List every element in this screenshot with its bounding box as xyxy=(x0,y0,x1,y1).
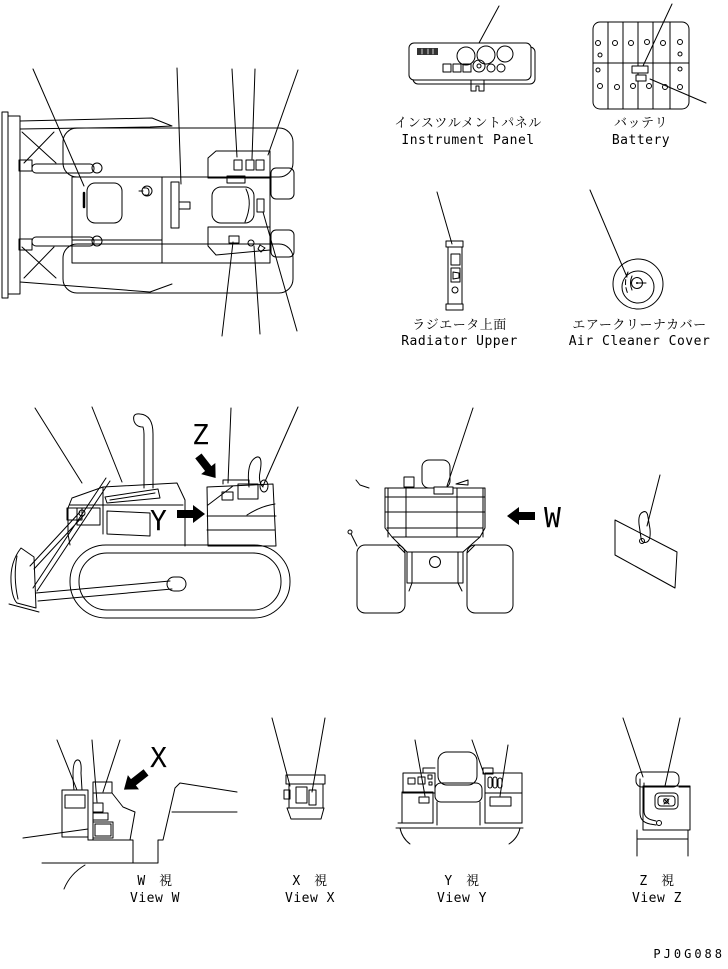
leader-lines xyxy=(643,4,706,103)
caption-view-w-jp: W 視 xyxy=(137,874,173,889)
view-y-arrow xyxy=(177,505,205,523)
leader-line xyxy=(447,408,473,486)
view-z-letter: Z xyxy=(192,418,209,451)
caption-view-x-en: View X xyxy=(285,891,335,906)
radiator-upper-drawing xyxy=(437,192,463,310)
instrument-panel-drawing xyxy=(409,6,535,91)
battery-drawing xyxy=(593,4,706,109)
leader-lines xyxy=(623,718,680,786)
mirror-plate-drawing xyxy=(615,475,677,588)
view-w-drawing xyxy=(23,740,237,889)
leader-line xyxy=(437,192,452,244)
view-z-drawing xyxy=(623,718,690,856)
panel-logo xyxy=(417,48,438,55)
battery-caps xyxy=(596,40,683,90)
view-y-drawing xyxy=(396,740,523,844)
leader-lines xyxy=(35,407,298,486)
caption-instrument-panel-en: Instrument Panel xyxy=(401,133,535,148)
caption-view-z-en: View Z xyxy=(632,891,682,906)
caption-radiator-upper-jp: ラジエータ上面 xyxy=(412,318,507,333)
rear-view-drawing xyxy=(348,408,535,613)
caption-radiator-upper-en: Radiator Upper xyxy=(401,334,518,349)
caption-view-z-jp: Z 視 xyxy=(639,874,675,889)
view-y-letter: Y xyxy=(150,504,167,537)
caption-air-cleaner-en: Air Cleaner Cover xyxy=(568,334,711,349)
view-x-arrow xyxy=(118,765,151,796)
view-x-drawing xyxy=(272,718,325,819)
figure-code: PJ0G088 xyxy=(653,947,725,961)
caption-view-w-en: View W xyxy=(130,891,180,906)
caption-instrument-panel-jp: インスツルメントパネル xyxy=(394,116,542,131)
caption-battery-en: Battery xyxy=(611,133,671,148)
air-cleaner-drawing xyxy=(590,190,663,309)
caption-view-y-jp: Y 視 xyxy=(444,874,480,889)
view-w-arrow xyxy=(507,507,535,525)
view-x-letter: X xyxy=(150,741,167,774)
caption-air-cleaner-jp: エアークリーナカバー xyxy=(572,318,707,333)
view-w-letter: W xyxy=(544,501,561,534)
leader-lines xyxy=(33,68,298,336)
caption-view-y-en: View Y xyxy=(437,891,487,906)
leader-lines xyxy=(272,718,325,792)
leader-line xyxy=(647,475,660,526)
caption-battery-jp: バッテリ xyxy=(613,116,668,131)
view-z-arrow xyxy=(191,450,222,483)
plan-view-drawing xyxy=(2,68,298,336)
leader-line xyxy=(590,190,627,277)
caption-view-x-jp: X 視 xyxy=(292,874,328,889)
